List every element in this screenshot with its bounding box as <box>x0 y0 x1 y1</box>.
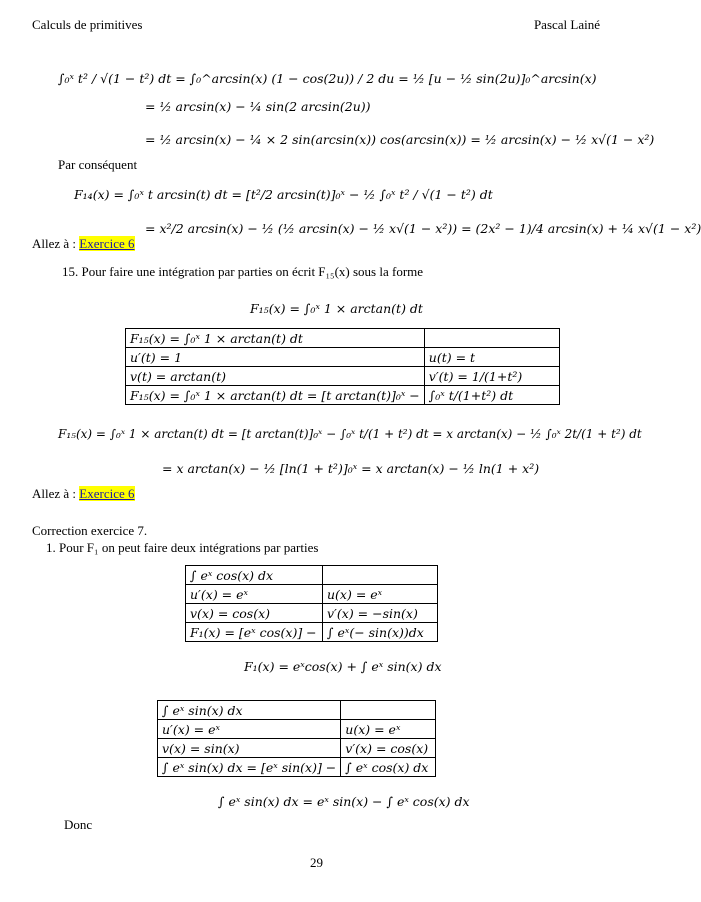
paragraph-text: Donc <box>64 817 93 832</box>
table-cell: v′(x) = cos(x) <box>341 739 436 758</box>
table-cell: u′(x) = eˣ <box>186 585 323 604</box>
table-cell: ∫ eˣ cos(x) dx <box>186 566 323 585</box>
table-cell: v(t) = arctan(t) <box>126 367 425 386</box>
table-cell: u(x) = eˣ <box>323 585 438 604</box>
allez-prefix: Allez à : <box>32 486 80 501</box>
table-cell: u′(t) = 1 <box>126 348 425 367</box>
allez-prefix: Allez à : <box>32 236 80 251</box>
ipp-table-f15 <box>125 328 560 405</box>
table-cell: ∫ eˣ cos(x) dx <box>341 758 436 777</box>
section-title: Correction exercice 7. <box>32 523 148 538</box>
table-cell: v′(x) = −sin(x) <box>323 604 438 623</box>
table-cell: u(x) = eˣ <box>341 720 436 739</box>
exercise-link[interactable]: Exercice 6 <box>79 236 135 251</box>
table-cell: ∫ eˣ sin(x) dx = [eˣ sin(x)] − <box>158 758 341 777</box>
table-cell: F₁₅(x) = ∫₀ˣ 1 × arctan(t) dt <box>126 329 425 348</box>
equation-line: F₁₅(x) = ∫₀ˣ 1 × arctan(t) dt = [t arctan(t)]₀ˣ − ∫₀ˣ t/(1 + t²) dt = x arctan(x) − ½ ∫₀ˣ 2t/(1 + t²) dt <box>58 427 642 441</box>
table-cell: u(t) = t <box>424 348 559 367</box>
allez-line <box>32 237 135 251</box>
table-cell: ∫ eˣ sin(x) dx <box>158 701 341 720</box>
header-left: Calculs de primitives <box>32 17 143 32</box>
equation-line: = ½ arcsin(x) − ¼ × 2 sin(arcsin(x)) cos(arcsin(x)) = ½ arcsin(x) − ½ x√(1 − x²) <box>145 132 655 147</box>
table-cell <box>341 701 436 720</box>
exercise-link[interactable]: Exercice 6 <box>79 486 135 501</box>
equation-line: ∫ eˣ sin(x) dx = eˣ sin(x) − ∫ eˣ cos(x) dx <box>218 794 470 809</box>
header-right: Pascal Lainé <box>533 17 600 32</box>
table-cell <box>424 329 559 348</box>
equation-line: F₁₄(x) = ∫₀ˣ t arcsin(t) dt = [t²/2 arcsin(t)]₀ˣ − ½ ∫₀ˣ t² / √(1 − t²) dt <box>74 187 493 202</box>
equation-line: = ½ arcsin(x) − ¼ sin(2 arcsin(2u)) <box>145 99 371 114</box>
table-cell: v(x) = cos(x) <box>186 604 323 623</box>
ipp-table-cos <box>185 565 438 642</box>
table-cell: ∫₀ˣ t/(1+t²) dt <box>424 386 559 405</box>
table-cell: v(x) = sin(x) <box>158 739 341 758</box>
equation-line: = x²/2 arcsin(x) − ½ (½ arcsin(x) − ½ x√(1 − x²)) = (2x² − 1)/4 arcsin(x) + ¼ x√(1 − x²) <box>145 221 701 236</box>
paragraph-text: Par conséquent <box>58 157 138 172</box>
item-1-text: 1. Pour F₁ on peut faire deux intégrations par parties <box>46 540 319 555</box>
item-15-text: 15. Pour faire une intégration par parties on écrit F₁₅(x) sous la forme <box>62 264 424 279</box>
ipp-table-sin <box>157 700 436 777</box>
table-cell: F₁₅(x) = ∫₀ˣ 1 × arctan(t) dt = [t arctan(t)]₀ˣ − <box>126 386 425 405</box>
equation-line: ∫₀ˣ t² / √(1 − t²) dt = ∫₀^arcsin(x) (1 − cos(2u)) / 2 du = ½ [u − ½ sin(2u)]₀^arcsin(x) <box>58 71 597 86</box>
allez-line <box>32 487 135 501</box>
equation-line: F₁₅(x) = ∫₀ˣ 1 × arctan(t) dt <box>250 301 423 316</box>
equation-line: F₁(x) = eˣcos(x) + ∫ eˣ sin(x) dx <box>244 659 442 674</box>
table-cell: F₁(x) = [eˣ cos(x)] − <box>186 623 323 642</box>
table-cell: u′(x) = eˣ <box>158 720 341 739</box>
equation-line: = x arctan(x) − ½ [ln(1 + t²)]₀ˣ = x arctan(x) − ½ ln(1 + x²) <box>162 461 540 476</box>
table-cell: v′(t) = 1/(1+t²) <box>424 367 559 386</box>
table-cell: ∫ eˣ(− sin(x))dx <box>323 623 438 642</box>
table-cell <box>323 566 438 585</box>
page-number: 29 <box>310 855 323 870</box>
